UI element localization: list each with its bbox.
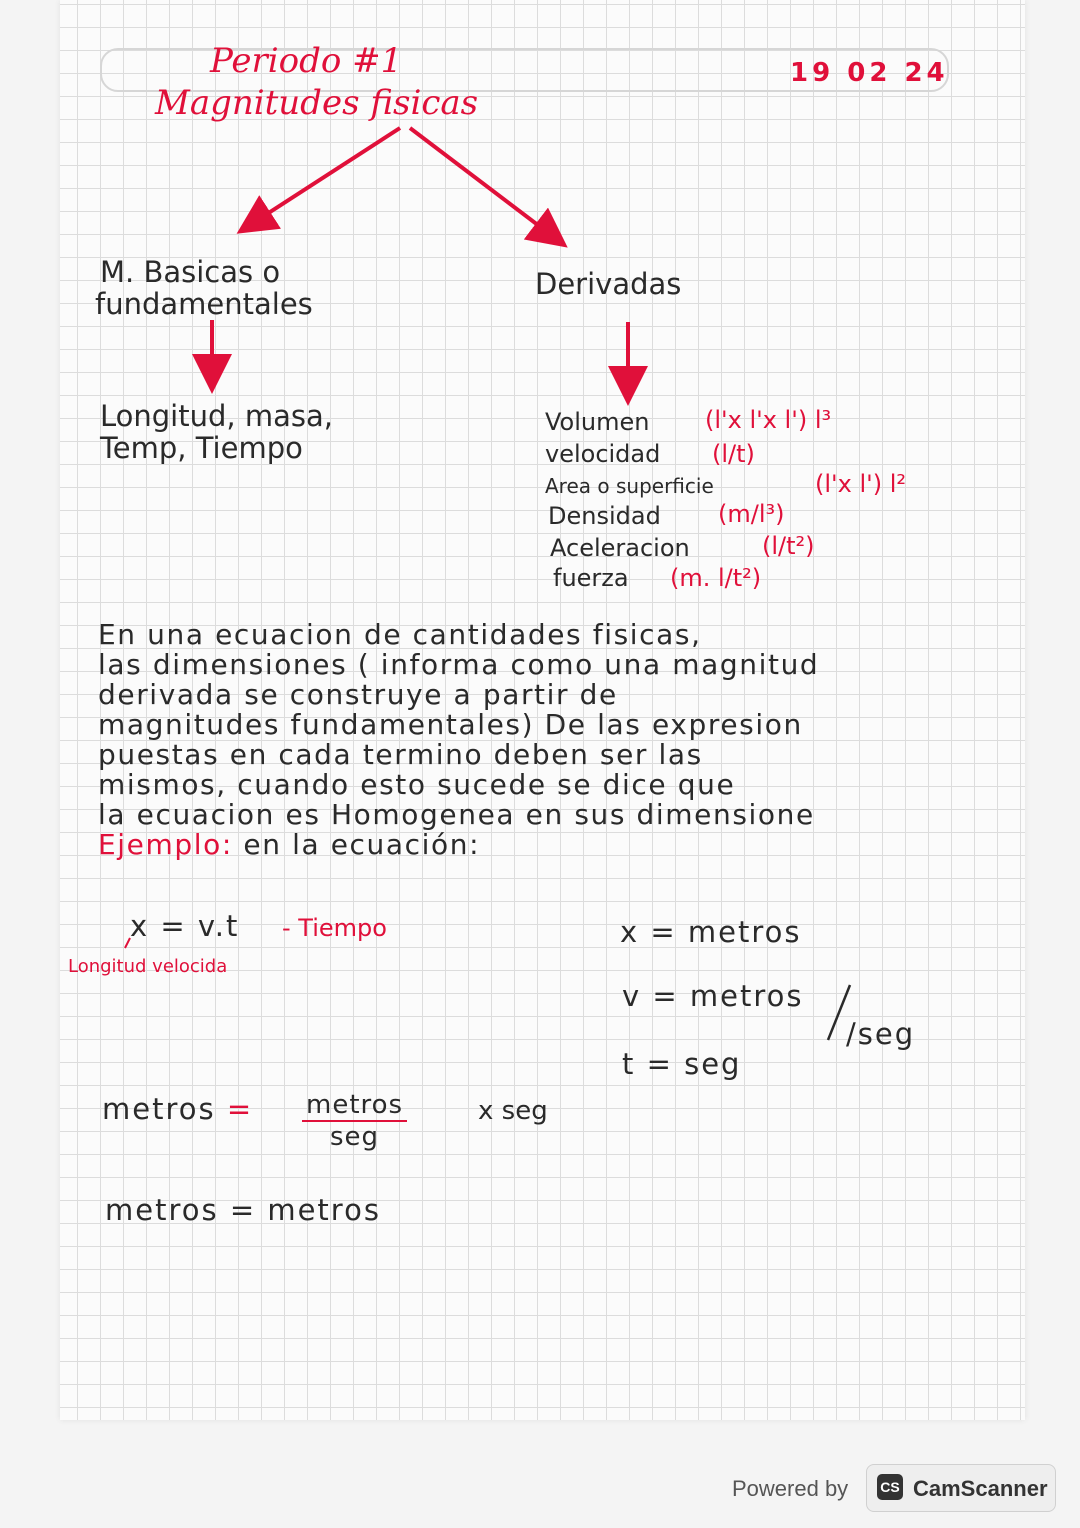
step1-left-text: metros bbox=[102, 1092, 216, 1126]
step1-right: x seg bbox=[478, 1096, 548, 1126]
paragraph-line: puestas en cada termino deben ser las bbox=[98, 738, 703, 771]
example-line bbox=[98, 828, 1028, 861]
derived-item-formula: (l'x l'x l') l³ bbox=[705, 406, 832, 434]
derived-item-name: Aceleracion bbox=[550, 534, 690, 562]
step1-left bbox=[102, 1092, 254, 1126]
explanation-paragraph bbox=[98, 618, 1028, 861]
derived-item-formula: (m/l³) bbox=[718, 500, 785, 528]
example-under-note: Longitud velocida bbox=[68, 956, 228, 977]
paragraph-line: las dimensiones ( informa como una magnitud bbox=[98, 648, 820, 681]
camscanner-badge bbox=[866, 1464, 1056, 1512]
paragraph-line: derivada se construye a partir de bbox=[98, 678, 618, 711]
page-title: Periodo #1 bbox=[210, 41, 403, 81]
equals-sign: = bbox=[215, 1092, 254, 1126]
arrow-left bbox=[250, 128, 400, 225]
derived-item-name: fuerza bbox=[553, 564, 629, 592]
derived-item-name: Densidad bbox=[548, 502, 661, 530]
definition-t: t = seg bbox=[622, 1047, 742, 1081]
paragraph-line: la ecuacion es Homogenea en sus dimensione bbox=[98, 798, 815, 831]
example-label: Ejemplo: bbox=[98, 828, 233, 861]
derived-item-formula: (m. l/t²) bbox=[670, 564, 762, 592]
derived-item-formula: (l/t) bbox=[712, 440, 755, 468]
paragraph-line: En una ecuacion de cantidades fisicas, bbox=[98, 618, 702, 651]
definition-v-unit: /seg bbox=[846, 1017, 916, 1051]
paragraph-line: magnitudes fundamentales) De las expresion bbox=[98, 708, 803, 741]
derived-item-name: Volumen bbox=[545, 408, 650, 436]
derived-label: Derivadas bbox=[535, 267, 682, 301]
camscanner-footer bbox=[732, 1464, 1062, 1512]
example-equation-note: - Tiempo bbox=[282, 914, 387, 942]
step2-equation: metros = metros bbox=[105, 1193, 381, 1227]
example-text: en la ecuación: bbox=[243, 828, 481, 861]
basic-items-line1: Longitud, masa, bbox=[100, 399, 333, 433]
derived-item-name: velocidad bbox=[545, 440, 661, 468]
step1-numerator: metros bbox=[302, 1090, 407, 1122]
definition-v: v = metros bbox=[622, 979, 804, 1013]
step1-denominator: seg bbox=[330, 1122, 380, 1152]
derived-item-name: Area o superficie bbox=[545, 474, 714, 498]
basic-items-line2: Temp, Tiempo bbox=[100, 431, 303, 465]
basic-label-line1: M. Basicas o bbox=[100, 255, 281, 289]
derived-item-formula: (l/t²) bbox=[762, 532, 815, 560]
arrow-right bbox=[410, 128, 555, 238]
powered-by-text: Powered by bbox=[732, 1476, 849, 1501]
basic-label-line2: fundamentales bbox=[95, 287, 313, 321]
definition-x: x = metros bbox=[620, 915, 802, 949]
camscanner-logo-icon: CS bbox=[877, 1474, 903, 1500]
camscanner-name: CamScanner bbox=[913, 1476, 1048, 1501]
step1-fraction bbox=[302, 1090, 407, 1152]
paragraph-line: mismos, cuando esto sucede se dice que bbox=[98, 768, 736, 801]
derived-item-formula: (l'x l') l² bbox=[815, 470, 907, 498]
page-subtitle: Magnitudes fisicas bbox=[155, 83, 479, 123]
page-date: 19 02 24 bbox=[790, 58, 949, 88]
example-equation: x = v.t bbox=[130, 909, 240, 943]
